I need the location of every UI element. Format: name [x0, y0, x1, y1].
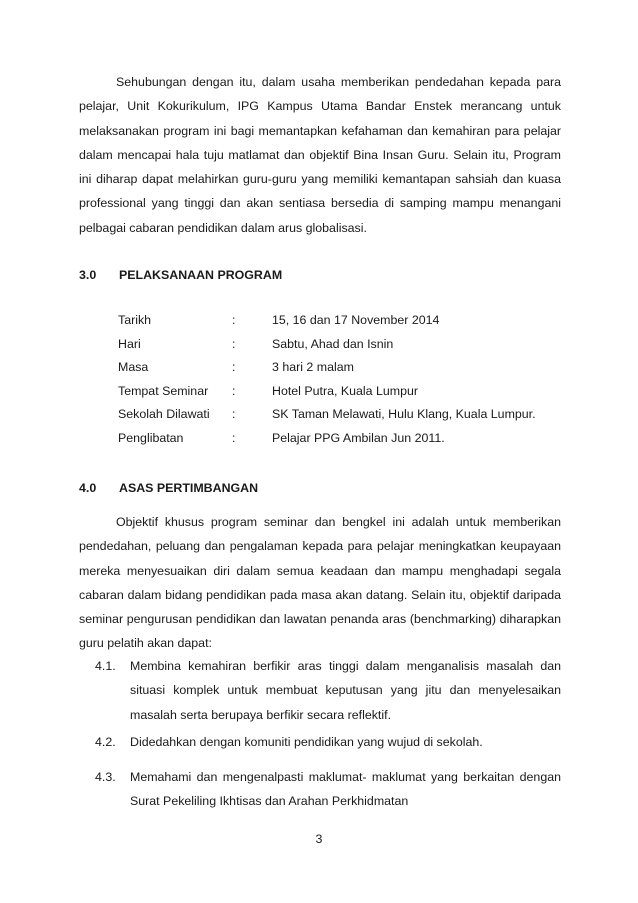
section-4-heading [79, 481, 258, 495]
detail-separator: : [232, 360, 236, 375]
list-item-text: Memahami dan mengenalpasti maklumat- maklumat yang berkaitan dengan Surat Pekeliling Ikhtisas dan Arahan Perkhidmatan [130, 770, 561, 809]
list-item-number: 4.2. [95, 735, 116, 749]
detail-value: SK Taman Melawati, Hulu Klang, Kuala Lumpur. [272, 407, 536, 422]
detail-separator: : [232, 430, 236, 445]
detail-row [118, 380, 561, 404]
detail-row [118, 427, 561, 451]
section-3-heading [79, 268, 282, 282]
detail-row [118, 356, 561, 380]
detail-row [118, 333, 561, 357]
program-details-table [118, 309, 561, 451]
section-3-title: PELAKSANAAN PROGRAM [119, 268, 283, 282]
detail-key: Penglibatan [118, 430, 184, 445]
list-item [95, 654, 561, 727]
detail-key: Tarikh [118, 313, 152, 327]
detail-value: Hotel Putra, Kuala Lumpur [272, 383, 419, 398]
detail-key: Tempat Seminar [118, 383, 209, 398]
detail-key: Sekolah Dilawati [118, 407, 210, 422]
list-item-text: Membina kemahiran berfikir aras tinggi dalam menganalisis masalah dan situasi komplek untuk membuat keputusan yang jitu dan menyelesaikan masalah serta berupaya berfikir secara reflektif. [130, 659, 561, 722]
detail-separator: : [232, 313, 236, 327]
list-item [95, 730, 561, 754]
section-4-paragraph: Objektif khusus program seminar dan bengkel ini adalah untuk memberikan pendedahan, peluang dan pengalaman kepada para pelajar meningkatkan keupayaan mereka menyesuaikan diri dalam semua keadaan dan mampu menghadapi segala cabaran dalam bidang pendidikan pada masa akan datang. Selain itu, objektif daripada seminar pengurusan pendidikan dan lawatan penanda aras (benchmarking) diharapkan guru pelatih akan dapat: [79, 515, 561, 651]
list-item-number: 4.1. [95, 659, 116, 673]
list-item [95, 765, 561, 814]
detail-value: 15, 16 dan 17 November 2014 [272, 313, 440, 327]
detail-separator: : [232, 383, 236, 398]
detail-key: Hari [118, 336, 141, 351]
detail-value: Sabtu, Ahad dan Isnin [272, 336, 394, 351]
list-item-number: 4.3. [95, 770, 116, 784]
intro-paragraph: Sehubungan dengan itu, dalam usaha memberikan pendedahan kepada para pelajar, Unit Kokurikulum, IPG Kampus Utama Bandar Enstek merancang untuk melaksanakan program ini bagi memantapkan kefahaman dan kemahiran para pelajar dalam mencapai hala tuju matlamat dan objektif Bina Insan Guru. Selain itu, Program ini diharap dapat melahirkan guru-guru yang memiliki kemantapan sahsiah dan kuasa professional yang tinggi dan akan sentiasa bersedia di samping mampu menangani pelbagai cabaran pendidikan dalam arus globalisasi. [79, 75, 561, 235]
list-item-text: Didedahkan dengan komuniti pendidikan yang wujud di sekolah. [130, 735, 483, 749]
detail-value: 3 hari 2 malam [272, 360, 354, 375]
section-4-title: ASAS PERTIMBANGAN [119, 481, 259, 495]
detail-separator: : [232, 336, 236, 351]
detail-row [118, 403, 561, 427]
page-number: 3 [315, 832, 323, 846]
detail-row [118, 309, 561, 333]
detail-key: Masa [118, 360, 149, 375]
detail-separator: : [232, 407, 236, 422]
section-3-number: 3.0 [79, 268, 97, 282]
section-4-number: 4.0 [79, 481, 97, 495]
detail-value: Pelajar PPG Ambilan Jun 2011. [272, 430, 445, 445]
